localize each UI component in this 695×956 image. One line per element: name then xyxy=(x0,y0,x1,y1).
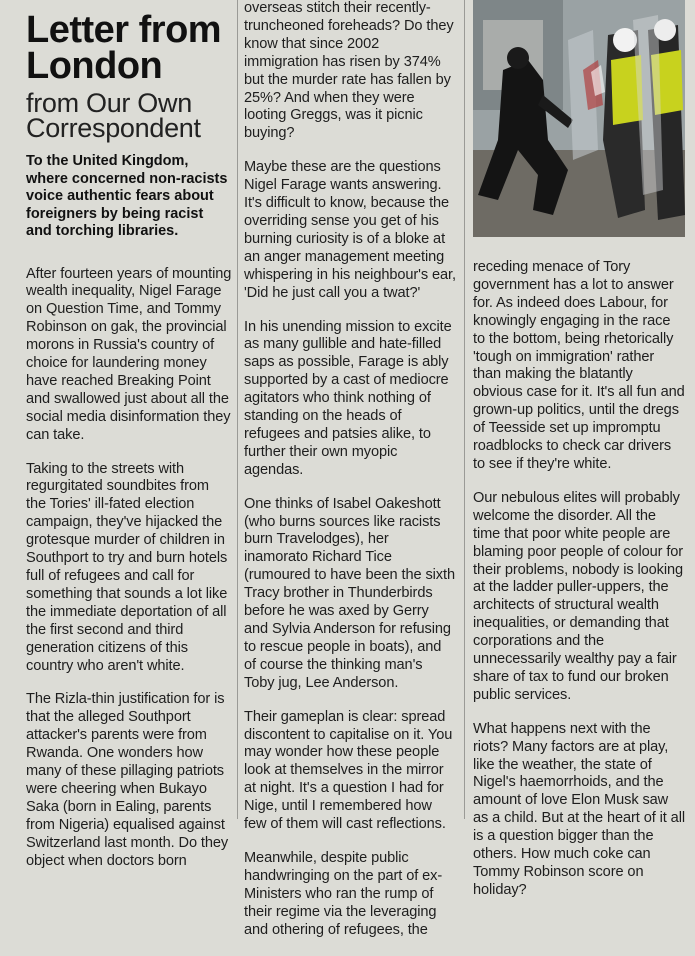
paragraph: Our nebulous elites will probably welcome the disorder. All the time that poor white people are blaming poor people of colour for their problems, nobody is looking at the ladder puller-uppers, the architects of structural wealth inequalities, or demanding that corporations and the unnecessarily wealthy pay a fair share of tax to fund our broken public services. xyxy=(473,489,684,703)
byline xyxy=(26,88,232,143)
headline-line: Letter from xyxy=(26,9,222,51)
paragraph: The Rizla-thin justification for is that the alleged Southport attacker's parents were from Rwanda. One wonders how many of these pillaging patriots were cheering when Bukayo Saka (born in Ealing, parents from Nigeria) equalised against Switzerland last month. Do they object when doctors born xyxy=(26,691,229,869)
paragraph: One thinks of Isabel Oakeshott (who burns sources like racists burn Travelodges), her inamorato Richard Tice (rumoured to have been the sixth Tracy brother in Thunderbirds before he was axed by Gerry and Sylvia Anderson for refusing to rescue people in boats), and of course the thinking man's Toby jug, Lee Anderson. xyxy=(244,495,455,691)
headline xyxy=(26,9,232,87)
standfirst: To the United Kingdom, where concerned non-racists voice authentic fears about foreigners by being racist and torching libraries. xyxy=(26,153,228,239)
column-1 xyxy=(26,0,232,887)
paragraph: In his unending mission to excite as many gullible and hate-filled saps as possible, Farage is ably supported by a cast of mediocre agitators who think nothing of standing on the heads of refugees and patsies alike, to further their own myopic agendas. xyxy=(244,318,452,478)
paragraph: Maybe these are the questions Nigel Farage wants answering. It's difficult to know, because the overriding sense you get of his burning curiosity is of a bloke at an anger management meeting whispering in his neighbour's ear, 'Did he just call you a twat?' xyxy=(244,159,456,301)
paragraph: Taking to the streets with regurgitated soundbites from the Tories' ill-fated election campaign, they've hijacked the grotesque murder of children in Southport to try and burn hotels full of refugees and call for something that sounds a lot like the immediate deportation of all the first second and third generation citizens of this country who aren't white. xyxy=(26,460,228,674)
paragraph: receding menace of Tory government has a lot to answer for. As indeed does Labour, for knowingly engaging in the race to the bottom, being rhetorically 'tough on immigration' rather than making the blatantly obvious case for it. It's all fun and grown-up politics, until the dregs of Teesside set up impromptu roadblocks to check car drivers to see if they're white. xyxy=(473,259,685,472)
paragraph: overseas stitch their recently-truncheoned foreheads? Do they know that since 2002 immigration has risen by 374% but the murder rate has fallen by 25%? And when they were looting Greggs, was it picnic buying? xyxy=(244,0,454,142)
byline-line: Correspondent xyxy=(26,113,201,143)
column-3 xyxy=(473,0,685,916)
headline-line: London xyxy=(26,45,163,87)
paragraph: Meanwhile, despite public handwringing on the part of ex-Ministers who ran the rump of their regime via the leveraging and othering of refugees, the xyxy=(244,849,443,938)
paragraph: What happens next with the riots? Many factors are at play, like the weather, the state of Nigel's haemorrhoids, and the amount of love Elon Musk saw as a child. But at the heart of it all is a question bigger than the others. How much coke can Tommy Robinson score on holiday? xyxy=(473,720,685,898)
column-divider xyxy=(464,0,465,819)
paragraph: Their gameplan is clear: spread discontent to capitalise on it. You may wonder how these people look at themselves in the mirror at night. It's a question I had for Nige, until I remembered how few of them will cast reflections. xyxy=(244,708,453,833)
byline-line: from Our Own xyxy=(26,88,192,118)
column-divider xyxy=(237,0,238,819)
column-2 xyxy=(244,0,456,956)
riot-scene-illustration xyxy=(473,0,685,237)
paragraph: After fourteen years of mounting wealth inequality, Nigel Farage on Question Time, and Tommy Robinson on gak, the provincial morons in Russia's country of choice for laundering money have reached Breaking Point and swallowed just about all the social media disinformation they can take. xyxy=(26,265,232,443)
riot-photo xyxy=(473,0,685,237)
